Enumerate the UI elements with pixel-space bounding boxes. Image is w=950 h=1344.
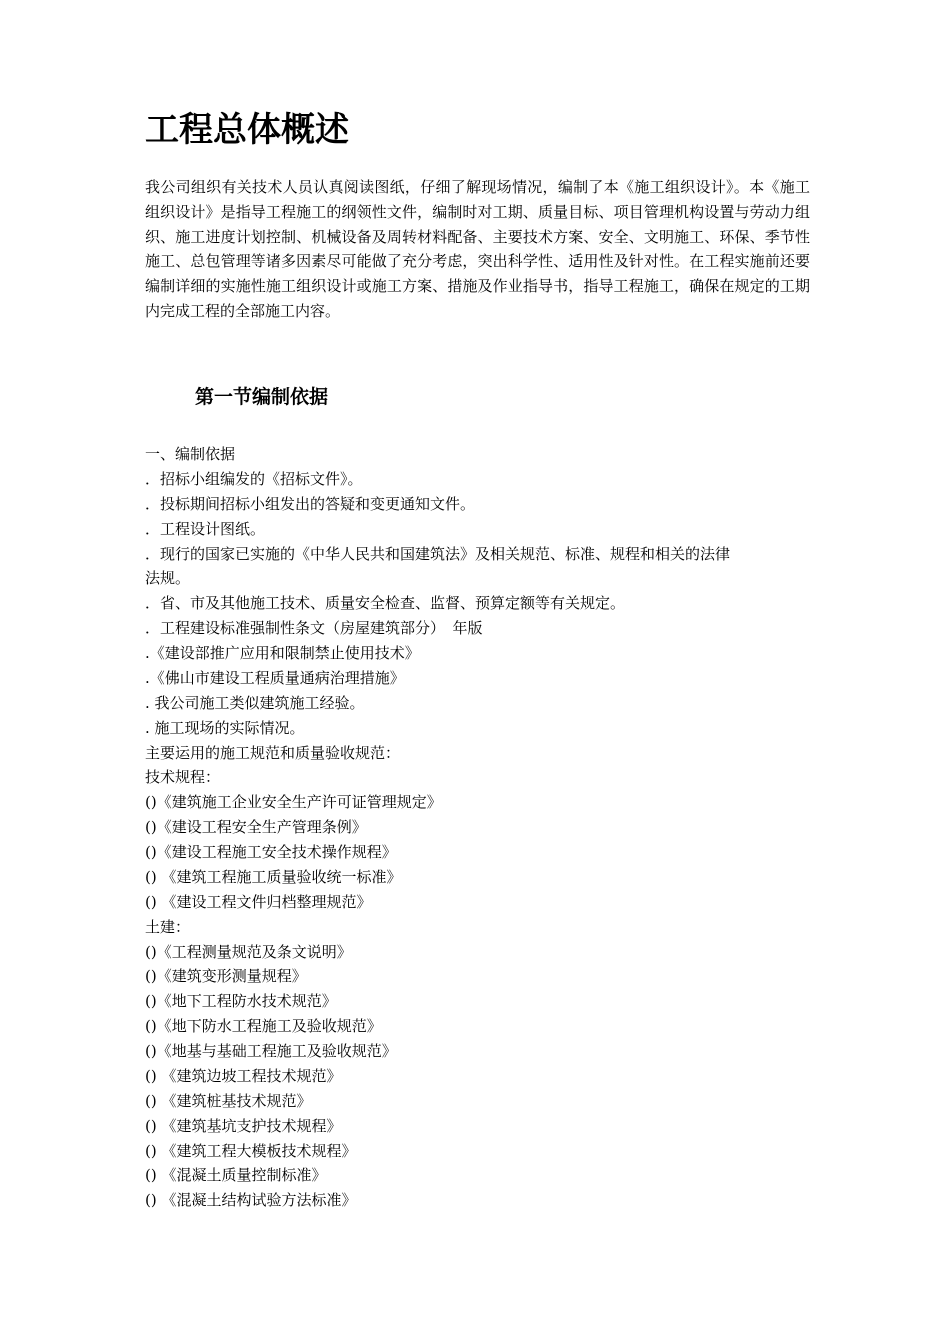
basis-list-item: ()《建筑变形测量规程》 [145,967,307,986]
basis-list-item: ．招标小组编发的《招标文件》。 [145,469,363,488]
basis-list-item: ()《地基与基础工程施工及验收规范》 [145,1042,397,1060]
intro-paragraph: 我公司组织有关技术人员认真阅读图纸，仔细了解现场情况，编制了本《施工组织设计》。本《施工组织设计》是指导工程施工的纲领性文件，编制时对工期、质量目标、项目管理机构设置与劳动力组织、施工进度计划控制、机械设备及周转材料配备、主要技术方案、安全、文明施工、环保、季节性施工、总包管理等诸多因素尽可能做了充分考虑，突出科学性、适用性及针对性。在工程实施前还要编制详细的实施性施工组织设计或施工方案、措施及作业指导书，指导工程施工，确保在规定的工期内完成工程的全部施工内容。 [145,178,810,320]
basis-list-item: ()《地下防水工程施工及验收规范》 [145,1017,382,1036]
basis-list-item: ()《建设工程安全生产管理条例》 [145,818,367,837]
basis-list-item: () 《建筑工程大模板技术规程》 [145,1141,357,1160]
basis-list-item: ．工程建设标准强制性条文（房屋建筑部分） 年版 [145,619,483,638]
basis-list-item: () 《建筑工程施工质量验收统一标准》 [145,867,402,886]
basis-list-item: ．省、市及其他施工技术、质量安全检查、监督、预算定额等有关规定。 [145,594,626,613]
basis-list-item: () 《混凝土结构试验方法标准》 [145,1191,357,1210]
basis-list-item: 主要运用的施工规范和质量验收规范： [145,743,401,762]
basis-list-item: 法规。 [145,569,191,588]
basis-list-item: 一、编制依据 [145,445,236,463]
basis-list-item: ()《工程测量规范及条文说明》 [145,942,352,961]
basis-list-item: ．工程设计图纸。 [145,519,266,538]
document-title: 工程总体概述 [145,110,349,150]
basis-list-item: () 《混凝土质量控制标准》 [145,1166,327,1185]
basis-list [145,442,810,1213]
basis-list-item: 技术规程： [145,768,221,787]
basis-list-item: ()《地下工程防水技术规范》 [145,992,337,1011]
basis-list-item: () 《建筑边坡工程技术规范》 [145,1066,342,1085]
basis-list-item: ()《建设工程施工安全技术操作规程》 [145,843,397,861]
basis-list-item: 土建： [145,917,191,936]
basis-list-item: . 施工现场的实际情况。 [145,718,305,737]
basis-list-item: ．投标期间招标小组发出的答疑和变更通知文件。 [145,494,476,513]
basis-list-item: () 《建筑桩基技术规范》 [145,1091,312,1110]
basis-list-item: ()《建筑施工企业安全生产许可证管理规定》 [145,793,442,812]
basis-list-item: ．现行的国家已实施的《中华人民共和国建筑法》及相关规范、标准、规程和相关的法律 [145,544,731,563]
basis-list-item: () 《建设工程文件归档整理规范》 [145,892,372,911]
basis-list-item: () 《建筑基坑支护技术规程》 [145,1116,342,1135]
basis-list-item: . 我公司施工类似建筑施工经验。 [145,693,365,712]
section-heading: 第一节编制依据 [195,386,329,408]
basis-list-item: .《建设部推广应用和限制禁止使用技术》 [145,644,420,662]
basis-list-item: .《佛山市建设工程质量通病治理措施》 [145,668,405,687]
